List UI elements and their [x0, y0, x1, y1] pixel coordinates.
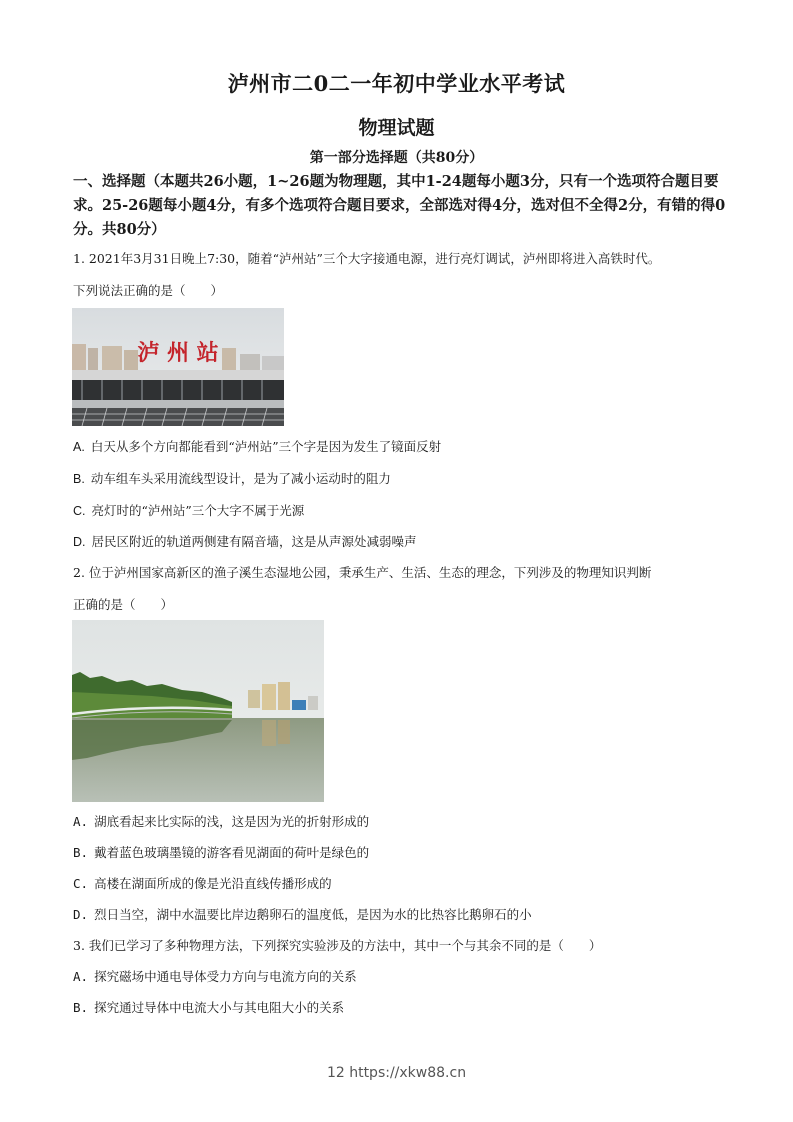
option-text: 湖底看起来比实际的浅，这是因为光的折射形成的	[94, 814, 370, 829]
option-label: B.	[73, 472, 85, 486]
option-label: D.	[73, 907, 89, 922]
q1-option-a	[73, 437, 441, 455]
option-label: A.	[73, 440, 85, 454]
option-label: B.	[73, 845, 89, 860]
exam-subtitle: 物理试题	[358, 117, 435, 139]
q2-option-c	[73, 874, 332, 892]
q1-stem-line1: 1. 2021年3月31日晚上7:30，随着“泸州站”三个大字接通电源，进行亮灯调试，泸州即将进入高铁时代。	[73, 251, 661, 266]
option-text: 亮灯时的“泸州站”三个大字不属于光源	[91, 503, 305, 518]
option-text: 探究通过导体中电流大小与其电阻大小的关系	[94, 1000, 345, 1015]
section-instructions: 一、选择题（本题共26小题，1~26题为物理题，其中1-24题每小题3分，只有一个选项符合题目要求。25-26题每小题4分，有多个选项符合题目要求，全部选对得4分，选对但不全得2分，有错的得0分。共80分）	[73, 173, 726, 238]
exam-title: 泸州市二0二一年初中学业水平考试	[227, 71, 566, 96]
q1-station-photo	[72, 308, 284, 426]
q2-stem-line2: 正确的是（ ）	[73, 597, 174, 612]
option-label: D.	[73, 535, 86, 549]
q1-stem-line2: 下列说法正确的是（ ）	[73, 283, 224, 298]
q2-wetland-park-photo	[72, 620, 324, 802]
option-text: 动车组车头采用流线型设计，是为了减小运动时的阻力	[90, 471, 391, 486]
option-text: 居民区附近的轨道两侧建有隔音墙，这是从声源处减弱噪声	[91, 534, 417, 549]
option-text: 白天从多个方向都能看到“泸州站”三个字是因为发生了镜面反射	[90, 439, 442, 454]
option-text: 烈日当空，湖中水温要比岸边鹅卵石的温度低，是因为水的比热容比鹅卵石的小	[94, 907, 532, 922]
option-label: C.	[73, 876, 89, 891]
q2-option-d	[73, 905, 532, 923]
option-text: 戴着蓝色玻璃墨镜的游客看见湖面的荷叶是绿色的	[94, 845, 370, 860]
option-label: C.	[73, 504, 86, 518]
wetland-photo-illustration	[72, 620, 324, 802]
option-label: A.	[73, 969, 89, 984]
q2-option-b	[73, 843, 369, 861]
option-text: 高楼在湖面所成的像是光沿直线传播形成的	[94, 876, 332, 891]
option-label: A.	[73, 814, 89, 829]
q1-option-d	[73, 532, 417, 550]
q1-option-c	[73, 501, 304, 519]
station-photo-illustration	[72, 308, 284, 426]
option-text: 探究磁场中通电导体受力方向与电流方向的关系	[94, 969, 357, 984]
q3-option-b	[73, 998, 344, 1016]
q2-option-a	[73, 812, 369, 830]
q3-stem: 3. 我们已学习了多种物理方法，下列探究实验涉及的方法中，其中一个与其余不同的是（ ）	[73, 938, 602, 953]
q3-option-a	[73, 967, 357, 985]
q1-option-b	[73, 469, 391, 487]
option-label: B.	[73, 1000, 89, 1015]
page-footer: 12 https://xkw88.cn	[326, 1065, 467, 1081]
svg-text:泸 州 站: 泸 州 站	[137, 341, 219, 366]
q2-stem-line1: 2. 位于泸州国家高新区的渔子溪生态湿地公园，秉承生产、生活、生态的理念，下列涉及的物理知识判断	[73, 565, 652, 580]
part-heading: 第一部分选择题（共80分）	[309, 150, 484, 166]
